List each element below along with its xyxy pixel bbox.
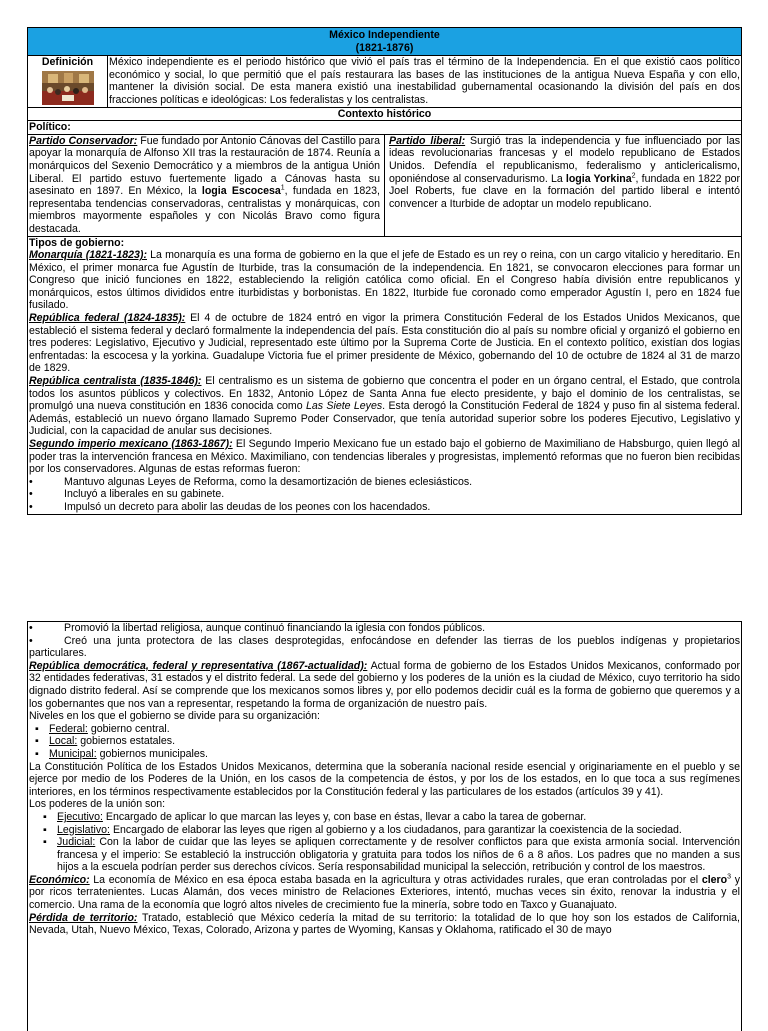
historical-painting-image (42, 71, 94, 105)
list-item: ▪ Ejecutivo: Encargado de aplicar lo que marcan las leyes y, con base en éstas, llevar a cabo la tarea de gobernar. (43, 810, 587, 823)
bullet-icon: • (29, 622, 33, 634)
square-bullet-icon: ▪ (43, 810, 47, 823)
niveles-intro: Niveles en los que el gobierno se divide para su organización: (29, 710, 320, 723)
niveles-list (28, 723, 741, 761)
list-item: • Promovió la libertad religiosa, aunque continuó financiando la iglesia con fondos públicos. (29, 622, 486, 634)
economico-text-1: La economía de México en esa época estaba basada en la agricultura y otras actividades rurales, que eran controladas por el (89, 873, 702, 886)
bullet-icon: • (29, 488, 33, 501)
list-item: ▪ Municipal: gobiernos municipales. (35, 747, 208, 760)
logia-yorkina: logia Yorkina (565, 172, 632, 185)
definition-label-cell (28, 56, 108, 106)
conservador-label: Partido Conservador: (29, 134, 138, 147)
centralista-paragraph (28, 375, 741, 438)
square-bullet-icon: ▪ (35, 735, 39, 748)
square-bullet-icon: ▪ (43, 836, 47, 849)
conservador-text-1: Fue fundado por Antonio Cánovas del Castillo para apoyar la monarquía de Alfonso XII tras la restauración de 1874. Reunía a monárquicos del Sexenio Democrático y a miembros de la antigua Unión Liberal. El partido estuvo fuertemente ligado a Cánovas hasta su asesinato en 1897. En México, la (29, 134, 381, 198)
federal-paragraph (28, 312, 741, 375)
list-item: • Mantuvo algunas Leyes de Reforma, como la desamortización de bienes eclesiásticos. (29, 475, 473, 488)
federal-text: El 4 de octubre de 1824 entró en vigor la primera Constitución Federal de los Estados Unidos Mexicanos, que estableció el sistema federal y declaró formalmente la independencia del país. Esta constitución dio al país su nombre oficial y organizó el gobierno en tres poderes: Legislativo, Ejecutivo y Judicial, representado este último por la Suprema Corte de Justicia. En el contexto político, existían dos logias enfrentadas: la escocesa y la yorkina. Guadalupe Victoria fue el primer presidente de México, gobernando del 10 de octubre de 1824 al 31 de marzo de 1829. (29, 312, 740, 375)
clero: clero (701, 873, 728, 886)
list-item: • Creó una junta protectora de las clases desprotegidas, enfocándose en defender las tierras de los pueblos indígenas y propietarios particulares. (29, 634, 740, 660)
square-bullet-icon: ▪ (35, 747, 39, 760)
siete-leyes: Las Siete Leyes (306, 400, 383, 413)
reformas-list-continued (28, 622, 741, 660)
democratica-label: República democrática, federal y representativa (1867-actualidad): (29, 659, 368, 672)
title-header (28, 28, 741, 56)
list-item: ▪ Federal: gobierno central. (35, 722, 170, 735)
list-item: • Incluyó a liberales en su gabinete. (29, 488, 225, 501)
democratica-paragraph (28, 660, 741, 710)
bullet-icon: • (29, 500, 33, 513)
document-title: México Independiente (329, 29, 440, 41)
monarquia-label: Monarquía (1821-1823): (29, 249, 147, 262)
monarquia-paragraph (28, 249, 741, 312)
conservador-text-2: , fundada en 1823, representaba tendencias conservadoras, centralistas y monárquicas, con miembros mayormente españoles y con Nicolás Bravo como figura destacada. (29, 185, 380, 235)
centralista-text-1: El centralismo es un sistema de gobierno que concentra el poder en un órgano central, el Estado, que controla todos los asuntos públicos y colectivos. En 1832, Antonio López de Santa Anna fue electo presidente, y bajo el dominio de los centralistas, se promulgó una nueva constitución en 1836 conocida como (29, 375, 740, 413)
context-header: Contexto histórico (28, 108, 741, 122)
federal-label: República federal (1824-1835): (29, 312, 186, 325)
liberal-cell (385, 135, 741, 236)
definition-text: México independiente es el periodo histórico que vivió el país tras el término de la Independencia. En el que existió caos político económico y social, lo que permitió que el país restaurara las bases de las instituciones de la antigua Nueva España y con ello, mantener la división social. De esta manera existió una inestabilidad gubernamental ocasionando la división del país en dos fracciones políticas e ideológicas: Los federalistas y los centralistas. (109, 56, 740, 106)
list-item: ▪ Local: gobiernos estatales. (35, 735, 176, 748)
imperio-paragraph (28, 438, 741, 476)
footnote-ref-3: 3 (727, 873, 732, 881)
list-item: • Impulsó un decreto para abolir las deudas de los peones con los hacendados. (29, 500, 431, 513)
centralista-text-2: . Esta derogó la Constitución Federal de 1824 y puso fin al sistema federal. Además, estableció un nuevo órgano llamado Supremo Poder Conservador, que tenía autoridad superior sobre los poderes Ejecutivo, Legislativo y Judicial, con la capacidad de anular sus decisiones. (29, 400, 740, 438)
economico-label: Económico: (29, 873, 90, 886)
tipos-label: Tipos de gobierno: (29, 236, 125, 249)
economico-paragraph (28, 874, 741, 912)
document-period: (1821-1876) (355, 41, 414, 54)
constitucion-paragraph: La Constitución Política de los Estados Unidos Mexicanos, determina que la soberanía nacional reside esencial y originariamente en el pueblo y se ejerce por medio de los Poderes de la Unión, en los casos de la competencia de éstos, y por los de los estados, en lo que toca a sus regímenes interiores, en los términos respectivamente establecidos por la Constitución federal y las particulares de los estados (artículos 39 y 41). (29, 760, 740, 798)
poderes-intro: Los poderes de la unión son: (29, 798, 166, 811)
perdida-paragraph (28, 912, 741, 937)
economico-text-2: y por ricos terratenientes. Lucas Alamán, dos veces ministro de Relaciones Exteriores, intentó, muchas veces sin éxito, renovar la industria y el comercio. Una rama de la economía que logró altos niveles de crecimiento fue la minería, sobre todo en Taxco y Guanajuato. (29, 873, 740, 912)
definition-row (28, 56, 741, 107)
imperio-text: El Segundo Imperio Mexicano fue un estado bajo el gobierno de Maximiliano de Habsburgo, quien llegó al poder tras la intervención francesa en México. Maximiliano, con tendencias liberales y progresistas, implementó reformas que no fueron bien recibidas por los conservadores. Algunas de estas reformas fueron: (29, 438, 740, 476)
page-one-table (27, 27, 742, 515)
square-bullet-icon: ▪ (35, 722, 39, 735)
liberal-text-2: , fundada en 1822 por Joel Roberts, fue clave en la formación del partido liberal e intentó convencer a Iturbide de adoptar un modelo republicano. (389, 172, 741, 210)
logia-escocesa: logia Escocesa (201, 185, 281, 198)
liberal-text-1: Surgió tras la independencia y fue influenciado por las ideas revolucionarias francesas y el modelo republicano de Estados Unidos. Defendía el republicanismo, federalismo y anticlericalismo, oponiéndose al conservadurismo. La (389, 134, 741, 185)
poderes-list (28, 811, 741, 874)
square-bullet-icon: ▪ (43, 823, 47, 836)
footnote-ref-1: 1 (280, 184, 285, 192)
conservador-cell (28, 135, 385, 236)
definition-label: Definición (41, 56, 94, 69)
politico-label: Político: (29, 121, 71, 134)
liberal-label: Partido liberal: (389, 134, 466, 147)
reformas-list (28, 476, 741, 514)
list-item: ▪ Legislativo: Encargado de elaborar las leyes que rigen al gobierno y a los ciudadanos, para garantizar la coexistencia de la sociedad. (43, 823, 682, 836)
bullet-icon: • (29, 634, 33, 647)
perdida-text: Tratado, estableció que México cedería la mitad de su territorio: la totalidad de lo que hoy son los estados de California, Nevada, Utah, Nuevo México, Texas, Colorado, Arizona y partes de Wyoming, Kansas y Oklahoma, ratificado el 30 de mayo (29, 911, 740, 937)
centralista-label: República centralista (1835-1846): (29, 375, 202, 388)
footnote-ref-2: 2 (631, 172, 636, 179)
imperio-label: Segundo imperio mexicano (1863-1867): (29, 438, 233, 450)
list-item: ▪ Judicial: Con la labor de cuidar que las leyes se apliquen correctamente y de resolver conflictos para que exista armonía social. Intervención francesa y el imperio: Se estableció la instrucción obligatoria y gratuita para todos los niños de 6 a 8 años. Los padres que no manden a sus hijos a la escuela podrían perder sus derechos cívicos. Sería responsabilidad municipal la selección, retribución y control de los maestros. (43, 836, 740, 874)
perdida-label: Pérdida de territorio: (29, 911, 138, 924)
democratica-text: Actual forma de gobierno de los Estados Unidos Mexicanos, conformado por 32 entidades federativas, 31 estados y el distrito federal. La sede del gobierno y los poderes de la unión es la ciudad de México, cuyo territorio ha sido dignado distrito federal. Así se comprende que los mexicanos somos libres y, por ello podemos decidir cuál es la forma de gobierno que queremos y a los gobernantes que nos van a representar, respetando la forma de organización de nuestro país. (29, 659, 740, 710)
bullet-icon: • (29, 475, 33, 488)
parties-row (28, 134, 741, 237)
monarquia-text: La monarquía es una forma de gobierno en la que el jefe de Estado es un rey o reina, con un cargo vitalicio y hereditario. En México, el primer monarca fue Agustín de Iturbide, tras la consumación de la independencia. En 1821, se convocaron elecciones para formar un Congreso que inició funciones en 1822, estableciendo la religión católica como oficial. En el Congreso había división entre republicanos y monárquicos, estos últimos divididos entre iturbidistas y borbonistas. En 1822, Iturbide fue coronado como emperador Agustín I, pero en 1824 fue fusilado. (29, 249, 740, 312)
page-two-table (27, 621, 742, 1031)
